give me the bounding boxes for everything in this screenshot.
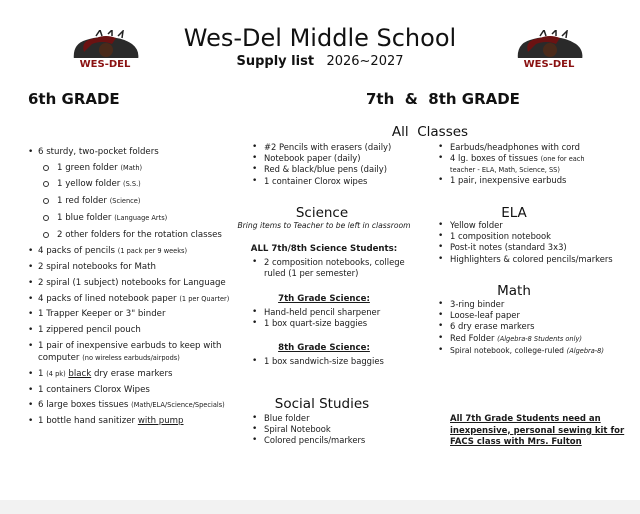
logo-lettering: WES-DEL: [523, 59, 575, 70]
list-item: • Red & black/blue pens (daily): [248, 164, 428, 175]
list-item: • 1 containers Clorox Wipes: [28, 384, 238, 396]
upper-grade-heading: 7th & 8th GRADE: [366, 90, 520, 108]
list-item: • 4 packs of lined notebook paper (1 per Quarter): [28, 293, 238, 305]
list-item: • Colored pencils/markers: [248, 435, 416, 446]
list-item: • 1 Trapper Keeper or 3" binder: [28, 308, 238, 320]
ela-heading: ELA: [501, 205, 527, 221]
social-studies-heading: Social Studies: [274, 396, 370, 412]
list-item: 2 other folders for the rotation classes: [28, 229, 238, 241]
supply-list-subtitle: [0, 54, 640, 69]
list-item: • 1 composition notebook: [434, 231, 624, 242]
list-item: • 2 spiral notebooks for Math: [28, 261, 238, 273]
math-list: [434, 299, 624, 357]
list-item: • 1 zippered pencil pouch: [28, 324, 238, 336]
list-item: • Loose-leaf paper: [434, 310, 624, 321]
science-note: Bring items to Teacher to be left in classroom: [237, 221, 411, 230]
science-heading: Science: [295, 205, 349, 221]
sixth-grade-heading: 6th GRADE: [28, 90, 120, 108]
logo-lettering: WES-DEL: [79, 59, 131, 70]
list-item: • 4 lg. boxes of tissues (one for each teacher - ELA, Math, Science, SS): [434, 153, 609, 175]
list-item: • 1 (4 pk) black dry erase markers: [28, 368, 238, 380]
list-item: • 1 pair of inexpensive earbuds to keep with computer (no wireless earbuds/airpods): [28, 340, 238, 364]
all-classes-left-list: [248, 142, 428, 187]
list-item: • 6 sturdy, two-pocket folders: [28, 146, 238, 158]
school-year: 2026~2027: [326, 54, 404, 69]
social-studies-list: [248, 413, 416, 447]
list-item: • 1 bottle hand sanitizer with pump: [28, 415, 238, 427]
sixth-grade-list: [28, 146, 238, 431]
list-title: Supply list: [236, 54, 315, 69]
list-item: 1 yellow folder (S.S.): [28, 178, 238, 190]
list-item: • 3-ring binder: [434, 299, 624, 310]
list-item: • 2 spiral (1 subject) notebooks for Language: [28, 277, 238, 289]
ela-list: [434, 220, 624, 265]
list-item: • #2 Pencils with erasers (daily): [248, 142, 428, 153]
list-item: • 4 packs of pencils (1 pack per 9 weeks): [28, 245, 238, 257]
list-item: • 1 pair, inexpensive earbuds: [434, 175, 609, 186]
eighth-science-list: [248, 356, 416, 367]
list-item: • Spiral Notebook: [248, 424, 416, 435]
list-item: 1 green folder (Math): [28, 162, 238, 174]
list-item: • 1 box quart-size baggies: [248, 318, 416, 329]
seventh-science-list: [248, 307, 416, 329]
list-item: • Post-it notes (standard 3x3): [434, 242, 624, 253]
list-item: • 6 large boxes tissues (Math/ELA/Science/Specials): [28, 399, 238, 411]
facs-sewing-kit-note: All 7th Grade Students need an inexpensive, personal sewing kit for FACS class with Mrs. Fulton: [450, 414, 625, 447]
seventh-science-heading: 7th Grade Science:: [278, 294, 370, 304]
eighth-science-heading: 8th Grade Science:: [278, 343, 370, 353]
all-classes-right-list: [434, 142, 609, 186]
list-item: • Notebook paper (daily): [248, 153, 428, 164]
list-item: 1 blue folder (Language Arts): [28, 212, 238, 224]
list-item: • Hand-held pencil sharpener: [248, 307, 416, 318]
list-item: • Yellow folder: [434, 220, 624, 231]
bottom-strip: [0, 500, 640, 514]
list-item: • Red Folder (Algebra-8 Students only): [434, 333, 624, 345]
list-item: 1 red folder (Science): [28, 195, 238, 207]
list-item: • 6 dry erase markers: [434, 321, 624, 332]
school-title: Wes-Del Middle School: [183, 24, 457, 52]
list-item: • 2 composition notebooks, college ruled (1 per semester): [248, 257, 416, 279]
list-item: • 1 container Clorox wipes: [248, 176, 428, 187]
list-item: • Highlighters & colored pencils/markers: [434, 254, 624, 265]
list-item: • Earbuds/headphones with cord: [434, 142, 609, 153]
list-item: • Blue folder: [248, 413, 416, 424]
all-classes-heading: All Classes: [391, 124, 469, 140]
science-all-list: [248, 257, 416, 279]
math-heading: Math: [497, 283, 531, 299]
list-item: • Spiral notebook, college-ruled (Algebra-8): [434, 345, 624, 357]
science-all-heading: ALL 7th/8th Science Students:: [250, 244, 398, 254]
list-item: • 1 box sandwich-size baggies: [248, 356, 416, 367]
